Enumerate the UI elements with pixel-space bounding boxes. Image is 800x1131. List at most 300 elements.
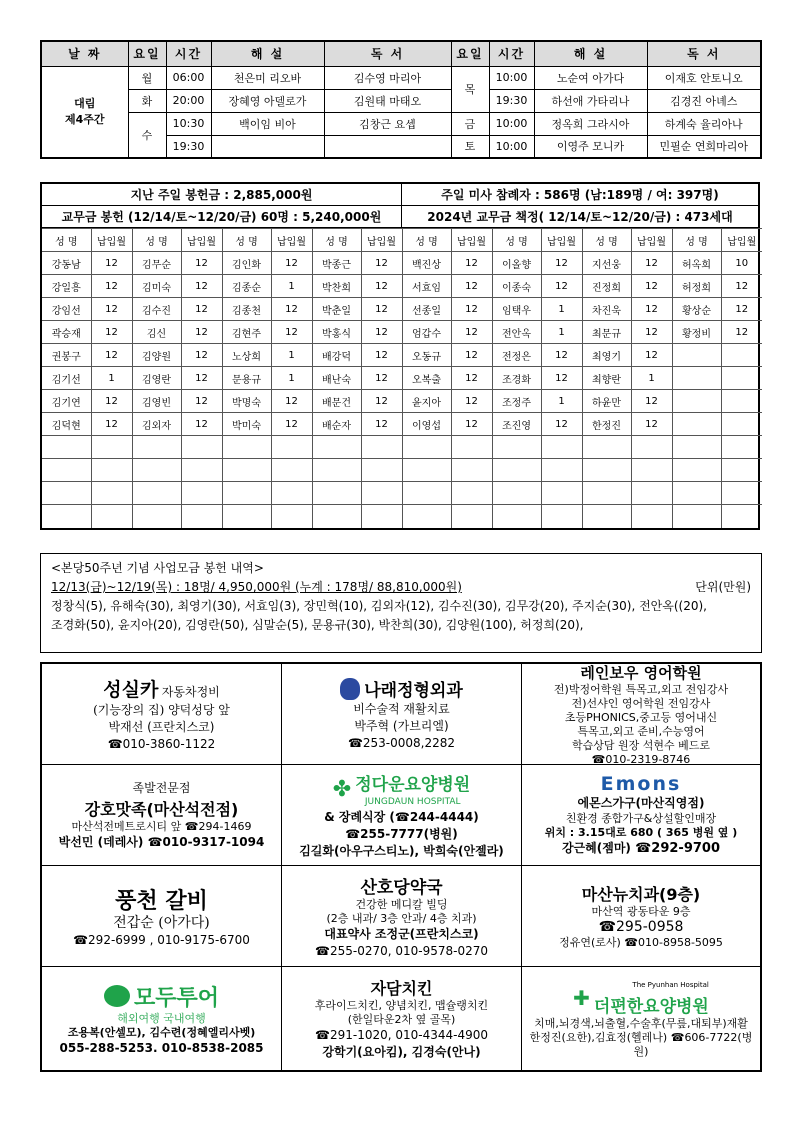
paid-month: 12 [181, 413, 222, 436]
table-row [42, 321, 762, 344]
ad-line: 강근혜(젬마) [561, 841, 631, 855]
paid-month: 12 [451, 344, 492, 367]
member-name [402, 459, 451, 482]
paid-month: 12 [181, 275, 222, 298]
commentary: 노순여 아가다 [534, 66, 647, 89]
paid-month: 납입월 [631, 229, 672, 252]
member-name [132, 459, 181, 482]
paid-month [451, 505, 492, 528]
member-name: 차진욱 [582, 298, 631, 321]
member-name [132, 505, 181, 528]
paid-month: 12 [361, 390, 402, 413]
member-name [222, 436, 271, 459]
reading: 하계숙 율리아나 [647, 112, 761, 135]
paid-month: 12 [181, 252, 222, 275]
member-name: 황상순 [672, 298, 721, 321]
liturgy-schedule-table [40, 40, 762, 159]
ad-narae-clinic [282, 664, 522, 765]
ad-line: 박선민 (데레사) [58, 834, 144, 849]
paid-month: 12 [631, 252, 672, 275]
paid-month [271, 482, 312, 505]
paid-month [541, 482, 582, 505]
member-name: 백진상 [402, 252, 451, 275]
ad-line: & 장례식장 (☎244-4444) [324, 810, 479, 824]
ad-line: 친환경 종합가구&상설할인매장 [565, 812, 717, 825]
member-name: 배순자 [312, 413, 361, 436]
ad-line: 마산역 광동타운 9층 [591, 905, 691, 918]
mass-attendance: 주일 미사 참례자 : 586명 (남:189명 / 여: 397명) [441, 188, 719, 202]
time: 06:00 [166, 66, 211, 89]
schedule-header: 독 서 [324, 41, 451, 66]
paid-month: 12 [361, 321, 402, 344]
paid-month [181, 482, 222, 505]
tithe-plan: 2024년 교무금 책정( 12/14/토~12/20/금) : 473세대 [427, 210, 733, 224]
paid-month [181, 436, 222, 459]
paid-month [361, 459, 402, 482]
paid-month: 12 [271, 321, 312, 344]
member-name [672, 390, 721, 413]
day: 목 [451, 66, 489, 112]
ad-phone: ☎ 010-3860-1122 [108, 736, 216, 753]
ad-line: 전갑순 (아가다) [113, 914, 210, 931]
paid-month [91, 459, 132, 482]
ad-line: (한일타운2차 옆 골목) [347, 1013, 456, 1026]
day: 월 [128, 66, 166, 89]
reading: 민필순 연희마리아 [647, 135, 761, 158]
ad-line: 전)선샤인 영어학원 전임강사 [571, 696, 711, 710]
member-name [492, 459, 541, 482]
member-name: 성 명 [312, 229, 361, 252]
ad-line: 대표약사 조정군(프란치스코) [324, 926, 479, 941]
member-name: 김양원 [132, 344, 181, 367]
paid-month [721, 482, 762, 505]
fund-unit: 단위(만원) [695, 580, 751, 594]
member-name [402, 482, 451, 505]
table-row [42, 275, 762, 298]
member-name: 오동규 [402, 344, 451, 367]
member-name: 허정희 [672, 275, 721, 298]
commentary [211, 135, 324, 158]
paid-month [271, 459, 312, 482]
member-name [672, 413, 721, 436]
member-name [672, 344, 721, 367]
paid-month: 12 [721, 321, 762, 344]
paid-month [451, 436, 492, 459]
paid-month: 12 [721, 298, 762, 321]
member-name: 김덕현 [42, 413, 91, 436]
ad-line: 정유연(로사) [559, 936, 621, 949]
member-name [312, 459, 361, 482]
member-name [672, 505, 721, 528]
tithe-table [42, 228, 762, 528]
member-name: 성 명 [42, 229, 91, 252]
ad-phone: ☎ 010-8958-5095 [624, 936, 723, 949]
member-name [672, 367, 721, 390]
paid-month: 12 [91, 413, 132, 436]
member-name [312, 482, 361, 505]
member-name: 박종근 [312, 252, 361, 275]
ad-emons-furniture [522, 765, 760, 866]
ad-masan-new-dental [522, 866, 760, 967]
ad-title: 정다운요양병원 [355, 775, 471, 795]
paid-month [451, 459, 492, 482]
member-name: 지선웅 [582, 252, 631, 275]
paid-month [631, 505, 672, 528]
member-name: 최영기 [582, 344, 631, 367]
ad-line: 해외여행 국내여행 [117, 1011, 206, 1025]
paid-month: 12 [91, 252, 132, 275]
member-name: 이올향 [492, 252, 541, 275]
ad-line: 학습상담 원장 석현수 베드로 [571, 738, 710, 752]
member-name: 김외자 [132, 413, 181, 436]
ad-line: 비수술적 재활치료 [353, 702, 450, 716]
paid-month [631, 482, 672, 505]
ad-line: 박주혁 (가브리엘) [354, 719, 449, 733]
fund-donors-1: 정창식(5), 유해숙(30), 최영기(30), 서효임(3), 장민혁(10), 김외자(12), 김수진(30), 김무강(20), 주지순(30), 전안옥((20), [51, 599, 707, 613]
paid-month: 1 [271, 344, 312, 367]
paid-month: 12 [181, 390, 222, 413]
paid-month [91, 505, 132, 528]
ad-title: 마산뉴치과(9층) [581, 885, 701, 904]
schedule-header: 요일 [128, 41, 166, 66]
paid-month: 12 [451, 298, 492, 321]
member-name [672, 436, 721, 459]
ad-phone: ☎ 294-1469 [185, 820, 252, 833]
ad-title: 자담치킨 [370, 979, 433, 998]
table-row [42, 436, 762, 459]
tithe-offering: 교무금 봉헌 (12/14/토~12/20/금) 60명 : 5,240,000원 [42, 206, 402, 227]
paid-month: 1 [541, 321, 582, 344]
day: 금 [451, 112, 489, 135]
ad-jadam-chicken [282, 967, 522, 1070]
ad-line: 강학기(요아킴), 김경숙(안나) [322, 1045, 481, 1059]
paid-month [721, 436, 762, 459]
paid-month: 12 [541, 344, 582, 367]
time: 19:30 [166, 135, 211, 158]
member-name: 김기선 [42, 367, 91, 390]
table-row [42, 390, 762, 413]
ad-rainbow-english [522, 664, 760, 765]
paid-month [541, 459, 582, 482]
paid-month: 12 [451, 252, 492, 275]
time: 10:30 [166, 112, 211, 135]
member-name [672, 482, 721, 505]
member-name: 전정은 [492, 344, 541, 367]
member-name: 김무순 [132, 252, 181, 275]
paid-month: 12 [91, 298, 132, 321]
ad-phone: ☎ 292-6999 , 010-9175-6700 [73, 932, 250, 949]
reading [324, 135, 451, 158]
member-name: 진정희 [582, 275, 631, 298]
schedule-header: 날 짜 [41, 41, 128, 66]
table-row [42, 298, 762, 321]
table-row [42, 482, 762, 505]
paid-month: 12 [91, 275, 132, 298]
paid-month [721, 459, 762, 482]
ad-line: 김길화(아우구스티노), 박희숙(안젤라) [299, 844, 504, 858]
time: 10:00 [489, 135, 534, 158]
paid-month: 1 [91, 367, 132, 390]
paid-month: 12 [361, 367, 402, 390]
time: 19:30 [489, 89, 534, 112]
ad-line: 후라이드치킨, 양념치킨, 맵슐랭치킨 [314, 999, 489, 1012]
ad-title: 강호맛족(마산석전점) [84, 799, 239, 819]
day: 화 [128, 89, 166, 112]
paid-month: 12 [631, 344, 672, 367]
ad-line: 위치 : 3.15대로 680 ( 365 병원 옆 ) [544, 826, 738, 839]
fund-donors-2: 조경화(50), 윤지아(20), 김영란(50), 심말순(5), 문용규(30), 박찬희(30), 김양원(100), 허정희(20), [51, 618, 584, 632]
paid-month [541, 505, 582, 528]
member-name: 한정진 [582, 413, 631, 436]
paid-month: 납입월 [361, 229, 402, 252]
ad-title: 레인보우 영어학원 [580, 664, 702, 682]
member-name: 임택우 [492, 298, 541, 321]
paid-month [91, 436, 132, 459]
paid-month [361, 436, 402, 459]
member-name: 배난숙 [312, 367, 361, 390]
ad-phone: ☎ 253-0008,2282 [348, 735, 455, 752]
ad-subtitle: 자동차정비 [161, 685, 220, 699]
member-name: 김신 [132, 321, 181, 344]
paid-month: 12 [541, 252, 582, 275]
member-name: 조경화 [492, 367, 541, 390]
member-name: 윤지아 [402, 390, 451, 413]
member-name: 최문규 [582, 321, 631, 344]
paid-month: 12 [91, 344, 132, 367]
paid-month: 12 [181, 321, 222, 344]
member-name [312, 505, 361, 528]
paid-month [721, 390, 762, 413]
day: 토 [451, 135, 489, 158]
paid-month: 납입월 [271, 229, 312, 252]
reading: 김원태 마태오 [324, 89, 451, 112]
ad-title: 풍천 갈비 [115, 887, 208, 914]
paid-month: 10 [721, 252, 762, 275]
commentary: 정옥희 그라시아 [534, 112, 647, 135]
paid-month: 12 [361, 252, 402, 275]
member-name: 조정주 [492, 390, 541, 413]
member-name [492, 482, 541, 505]
paid-month [721, 367, 762, 390]
ad-title: 더편한요양병원 [593, 997, 709, 1017]
ad-phone: ☎ 291-1020, 010-4344-4900 [315, 1027, 488, 1044]
paid-month: 12 [451, 275, 492, 298]
paid-month: 12 [631, 390, 672, 413]
ad-gangho-jokbal [42, 765, 282, 866]
member-name: 김종순 [222, 275, 271, 298]
ad-english-name: The Pyunhan Hospital [632, 981, 709, 989]
schedule-header: 시간 [489, 41, 534, 66]
paid-month: 12 [451, 321, 492, 344]
member-name [402, 436, 451, 459]
member-name: 성 명 [132, 229, 181, 252]
paid-month: 12 [631, 321, 672, 344]
member-name: 김종천 [222, 298, 271, 321]
paid-month: 12 [181, 367, 222, 390]
schedule-header: 해 설 [211, 41, 324, 66]
ad-line: 마산석전메트로시티 앞 [71, 819, 182, 833]
member-name: 박미숙 [222, 413, 271, 436]
table-row [42, 413, 762, 436]
ad-seongsil-car [42, 664, 282, 765]
member-name [492, 505, 541, 528]
emons-logo: Emons [600, 773, 682, 795]
cross-logo-icon: ✚ [573, 985, 590, 1010]
offering-section [40, 182, 760, 530]
ad-title: 나래정형외과 [364, 681, 463, 701]
member-name: 오복출 [402, 367, 451, 390]
member-name [42, 482, 91, 505]
paid-month: 12 [631, 275, 672, 298]
member-name [492, 436, 541, 459]
paid-month: 12 [271, 390, 312, 413]
paid-month: 12 [451, 390, 492, 413]
paid-month [721, 505, 762, 528]
clover-logo-icon: ✤ [332, 777, 352, 802]
paid-month: 1 [271, 367, 312, 390]
paid-month: 납입월 [181, 229, 222, 252]
ad-line: 전)박정어학원 특목고,외고 전임강사 [553, 682, 729, 696]
commentary: 장혜영 아델로가 [211, 89, 324, 112]
commentary: 백이임 비아 [211, 112, 324, 135]
paid-month: 12 [541, 413, 582, 436]
paid-month: 12 [361, 275, 402, 298]
ad-sanhodang-pharmacy [282, 866, 522, 967]
ad-line: 055-288-5253. 010-8538-2085 [59, 1040, 264, 1055]
member-name [582, 436, 631, 459]
member-name: 성 명 [222, 229, 271, 252]
paid-month [631, 459, 672, 482]
ad-phone: ☎ 295-0958 [599, 919, 684, 936]
paid-month: 12 [361, 344, 402, 367]
advertisement-grid [40, 662, 762, 1072]
commentary: 이영주 모니카 [534, 135, 647, 158]
ad-line: (2층 내과/ 3층 안과/ 4층 치과) [326, 911, 477, 925]
paid-month [361, 482, 402, 505]
paid-month: 12 [541, 367, 582, 390]
paid-month [271, 436, 312, 459]
member-name: 김기연 [42, 390, 91, 413]
member-name: 선종일 [402, 298, 451, 321]
schedule-header: 요일 [451, 41, 489, 66]
paid-month: 12 [271, 252, 312, 275]
member-name: 김인화 [222, 252, 271, 275]
paid-month [271, 505, 312, 528]
ad-line: 박재선 (프란치스코) [108, 720, 215, 734]
time: 10:00 [489, 66, 534, 89]
fund-summary: 12/13(금)~12/19(목) : 18명/ 4,950,000원 (누계 : 178명/ 88,810,000원) [51, 580, 462, 594]
paid-month: 납입월 [721, 229, 762, 252]
paid-month: 12 [181, 298, 222, 321]
paid-month: 12 [271, 413, 312, 436]
paid-month: 1 [541, 298, 582, 321]
ad-english-name: JUNGDAUN HOSPITAL [364, 797, 461, 807]
member-name [222, 459, 271, 482]
member-name [582, 505, 631, 528]
member-name: 배문건 [312, 390, 361, 413]
ad-title: 산호당약국 [360, 877, 443, 898]
table-row [42, 252, 762, 275]
paid-month: 12 [361, 413, 402, 436]
paid-month [721, 413, 762, 436]
ad-phone: ☎ 010-9317-1094 [148, 835, 265, 849]
paid-month: 12 [451, 413, 492, 436]
paid-month: 12 [91, 321, 132, 344]
commentary: 천은미 리오바 [211, 66, 324, 89]
ad-title: 모두투어 [133, 985, 219, 1011]
member-name: 전안옥 [492, 321, 541, 344]
paid-month: 1 [631, 367, 672, 390]
ad-title: 성실카 [103, 679, 159, 701]
ad-phone: ☎ 255-0270, 010-9578-0270 [315, 943, 488, 960]
ad-modetour [42, 967, 282, 1070]
paid-month: 1 [271, 275, 312, 298]
paid-month: 납입월 [541, 229, 582, 252]
ad-deopyeonhan-hospital [522, 967, 760, 1070]
ad-phone: ☎ 292-9700 [635, 841, 720, 856]
paid-month [91, 482, 132, 505]
table-row [42, 505, 762, 528]
member-name [582, 459, 631, 482]
ad-line: 치매,뇌경색,뇌출혈,수술후(무릎,대퇴부)재활 [534, 1017, 748, 1030]
table-row [42, 459, 762, 482]
member-name: 강일흥 [42, 275, 91, 298]
member-name: 조진영 [492, 413, 541, 436]
schedule-header: 시간 [166, 41, 211, 66]
member-name: 이종숙 [492, 275, 541, 298]
paid-month: 12 [181, 344, 222, 367]
member-name: 문용규 [222, 367, 271, 390]
member-name: 권봉구 [42, 344, 91, 367]
reading: 이재호 안토니오 [647, 66, 761, 89]
ad-line: (기능장의 집) 양덕성당 앞 [93, 703, 230, 717]
reading: 김경진 아녜스 [647, 89, 761, 112]
paid-month [541, 436, 582, 459]
ad-line: 조용복(안셀모), 김수련(정혜엘리사벳) [67, 1025, 256, 1039]
ad-line: 한정진(요한),김효정(헬레나) [529, 1031, 668, 1044]
paid-month: 12 [541, 275, 582, 298]
paid-month: 12 [631, 413, 672, 436]
paid-month: 12 [271, 298, 312, 321]
member-name [582, 482, 631, 505]
ad-line: 특목고,외고 준비,수능영어 [577, 724, 705, 738]
member-name: 박명숙 [222, 390, 271, 413]
member-name: 최향란 [582, 367, 631, 390]
member-name: 성 명 [402, 229, 451, 252]
member-name: 노상희 [222, 344, 271, 367]
member-name [132, 436, 181, 459]
paid-month: 1 [541, 390, 582, 413]
member-name: 박홍식 [312, 321, 361, 344]
member-name: 박춘일 [312, 298, 361, 321]
paid-month: 12 [721, 275, 762, 298]
member-name: 김현주 [222, 321, 271, 344]
time: 20:00 [166, 89, 211, 112]
member-name [222, 505, 271, 528]
reading: 김창근 요셉 [324, 112, 451, 135]
member-name [42, 459, 91, 482]
member-name: 허옥희 [672, 252, 721, 275]
tithe-table-header [42, 229, 762, 252]
member-name: 엄갑수 [402, 321, 451, 344]
member-name: 황정비 [672, 321, 721, 344]
table-row [42, 344, 762, 367]
schedule-header: 독 서 [647, 41, 761, 66]
ad-line: 족발전문점 [132, 780, 191, 795]
ad-phone: ☎ 010-2319-8746 [592, 753, 691, 766]
paid-month: 납입월 [451, 229, 492, 252]
paid-month [451, 482, 492, 505]
